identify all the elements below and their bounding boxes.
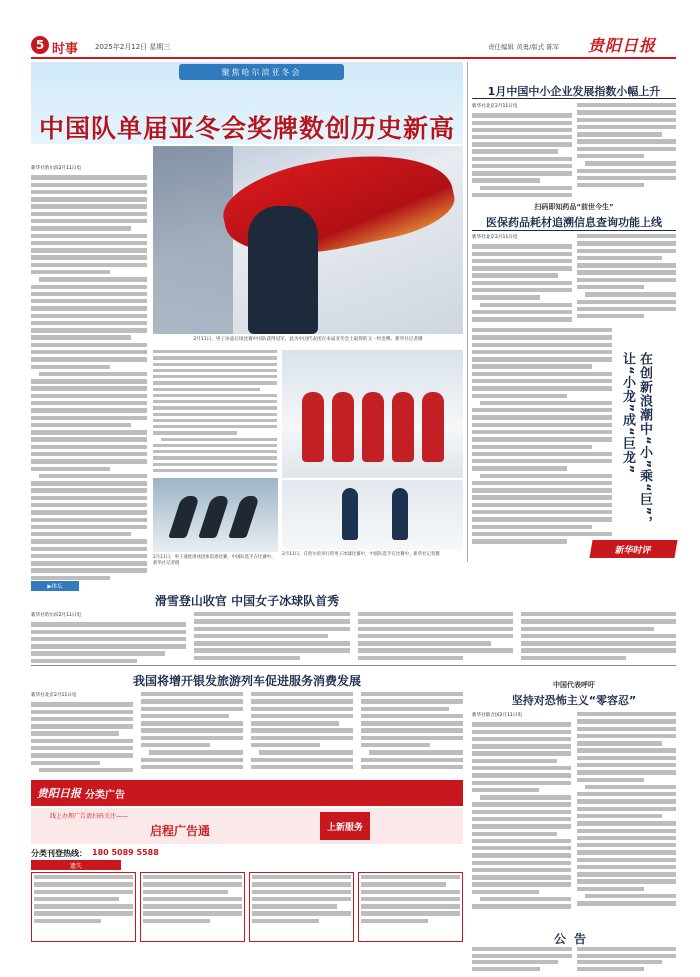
article-text-lines [577,234,676,324]
headline-rule [472,98,676,99]
page-header [0,0,700,60]
masthead-logo: 贵阳日报 [588,36,657,55]
public-notice-column [577,947,676,972]
lost-notice-header: 遗失 [31,860,121,870]
article-text-lines [472,244,572,326]
editor-credits: 责任编辑 黄勇/版式 陈军 [488,43,560,51]
sports-column [31,612,186,668]
article-text-lines [361,692,463,774]
sme-headline[interactable]: 1月中国中小企业发展指数小幅上升 [487,85,661,98]
player-silhouette [342,488,358,540]
commentary-headline[interactable]: 在创新浪潮中“小”乘“巨”，让“小龙”成“巨龙” [620,352,652,531]
sme-column-2 [577,103,676,195]
article-text-lines [153,350,277,472]
medical-column-1 [472,234,572,324]
medical-column-2 [577,234,676,324]
classified-logo: 贵阳日报 [37,787,81,800]
sme-dateline: 新华社北京2月11日电 [472,104,518,109]
article-text-lines [358,612,513,664]
player-silhouette [362,392,384,462]
skater-silhouette [168,496,200,538]
sports-column [521,612,676,668]
article-text-lines [143,875,242,935]
article-text-lines [472,947,572,971]
xinhua-commentary-logo: 新华时评 [589,540,677,558]
player-silhouette [302,392,324,462]
classified-slogan: 线上办理广告请扫码关注—— [50,813,129,820]
sme-column-1 [472,103,572,195]
classified-notice [31,872,136,942]
issue-date: 2025年2月12日 星期三 [95,43,171,51]
article-text-lines [577,712,676,917]
crowd-shape [153,146,233,334]
medical-headline[interactable]: 医保药品耗材追溯信息查询功能上线 [486,216,662,229]
classified-notice [249,872,354,942]
medical-dateline: 新华社北京2月11日电 [472,235,518,240]
classified-label: 分类广告 [85,789,125,801]
lead-story-column-1 [31,165,147,577]
page-number-badge: 5 [31,36,49,54]
classified-notice [140,872,245,942]
anti-terror-column [472,712,571,922]
travel-dateline: 新华社北京2月11日电 [31,693,77,698]
anti-terror-column [577,712,676,922]
speed-skating-photo [153,478,278,552]
article-text-lines [577,103,676,195]
classified-hotline-number[interactable]: 180 5089 5588 [92,848,159,857]
article-text-lines [31,622,186,666]
skater-silhouette [228,496,260,538]
article-text-lines [521,612,676,664]
athlete-silhouette [248,206,318,334]
article-text-lines [472,113,572,197]
photo-caption: 2月11日，在哈尔滨举行的男子冰球比赛中，中国队选手在比赛中。新华社记者摄 [282,552,440,557]
section-name: 时事 [52,42,79,57]
article-text-lines [34,875,133,935]
section-divider [31,665,676,666]
hockey-game-photo [282,480,463,550]
player-silhouette [332,392,354,462]
medical-kicker: 扫码即知药品“前世今生” [534,203,614,211]
player-silhouette [422,392,444,462]
sports-column [358,612,513,668]
hockey-team-photo [282,350,463,478]
classified-hotline-label: 分类刊登热线： [31,849,87,858]
travel-headline[interactable]: 我国将增开银发旅游列车促进服务消费发展 [132,674,361,688]
anti-terror-headline[interactable]: 坚持对恐怖主义“零容忍” [511,694,637,707]
article-text-lines [31,175,147,580]
classified-notice-grid [31,872,463,942]
article-text-lines [472,722,571,918]
article-text-lines [252,875,351,935]
article-text-lines [31,702,133,777]
public-notice-title: 公告 [553,932,594,946]
sports-section-tag: ▶体坛 [31,581,79,591]
skater-silhouette [198,496,230,538]
article-text-lines [577,947,676,971]
header-rule [31,57,676,59]
commentary-title-box [619,352,676,552]
player-silhouette [392,392,414,462]
lead-hero-banner [31,62,463,144]
classified-service-name: 启程广告通 [150,824,211,838]
sports-column [194,612,349,668]
article-text-lines [472,328,612,556]
player-silhouette [392,488,408,540]
lead-dateline: 新华社哈尔滨2月11日电 [31,166,82,171]
article-text-lines [194,612,349,664]
headline-rule [472,230,676,231]
photo-caption: 2月11日，男子速度滑冰团体追逐比赛，中国队选手在比赛中。新华社记者摄 [153,555,276,566]
photo-caption: 2月11日，男子冰壶后场比赛中国队获得冠军，此为中国代表团在本届亚冬会上取得的又一枚金牌。新华社记者摄 [193,337,423,342]
sports-dateline: 新华社哈尔滨2月11日电 [31,613,82,618]
topic-banner: 聚焦哈尔滨亚冬会 [179,64,344,80]
sports-headline[interactable]: 滑雪登山收官 中国女子冰球队首秀 [154,594,340,608]
classified-new-service-badge: 上新服务 [320,812,370,840]
article-text-lines [141,692,243,774]
flag-celebration-photo [153,146,463,334]
lead-headline[interactable]: 中国队单届亚冬会奖牌数创历史新高 [38,114,455,143]
commentary-body [472,328,612,558]
public-notice-column [472,947,572,972]
classified-ads-bar [31,780,463,806]
column-divider [467,62,468,562]
article-text-lines [251,692,353,774]
classified-notice [358,872,463,942]
article-text-lines [361,875,460,935]
anti-terror-kicker: 中国代表呼吁 [553,681,595,689]
sports-body [31,612,676,668]
anti-terror-dateline: 新华社联合国2月11日电 [472,713,523,718]
anti-terror-body [472,712,676,922]
